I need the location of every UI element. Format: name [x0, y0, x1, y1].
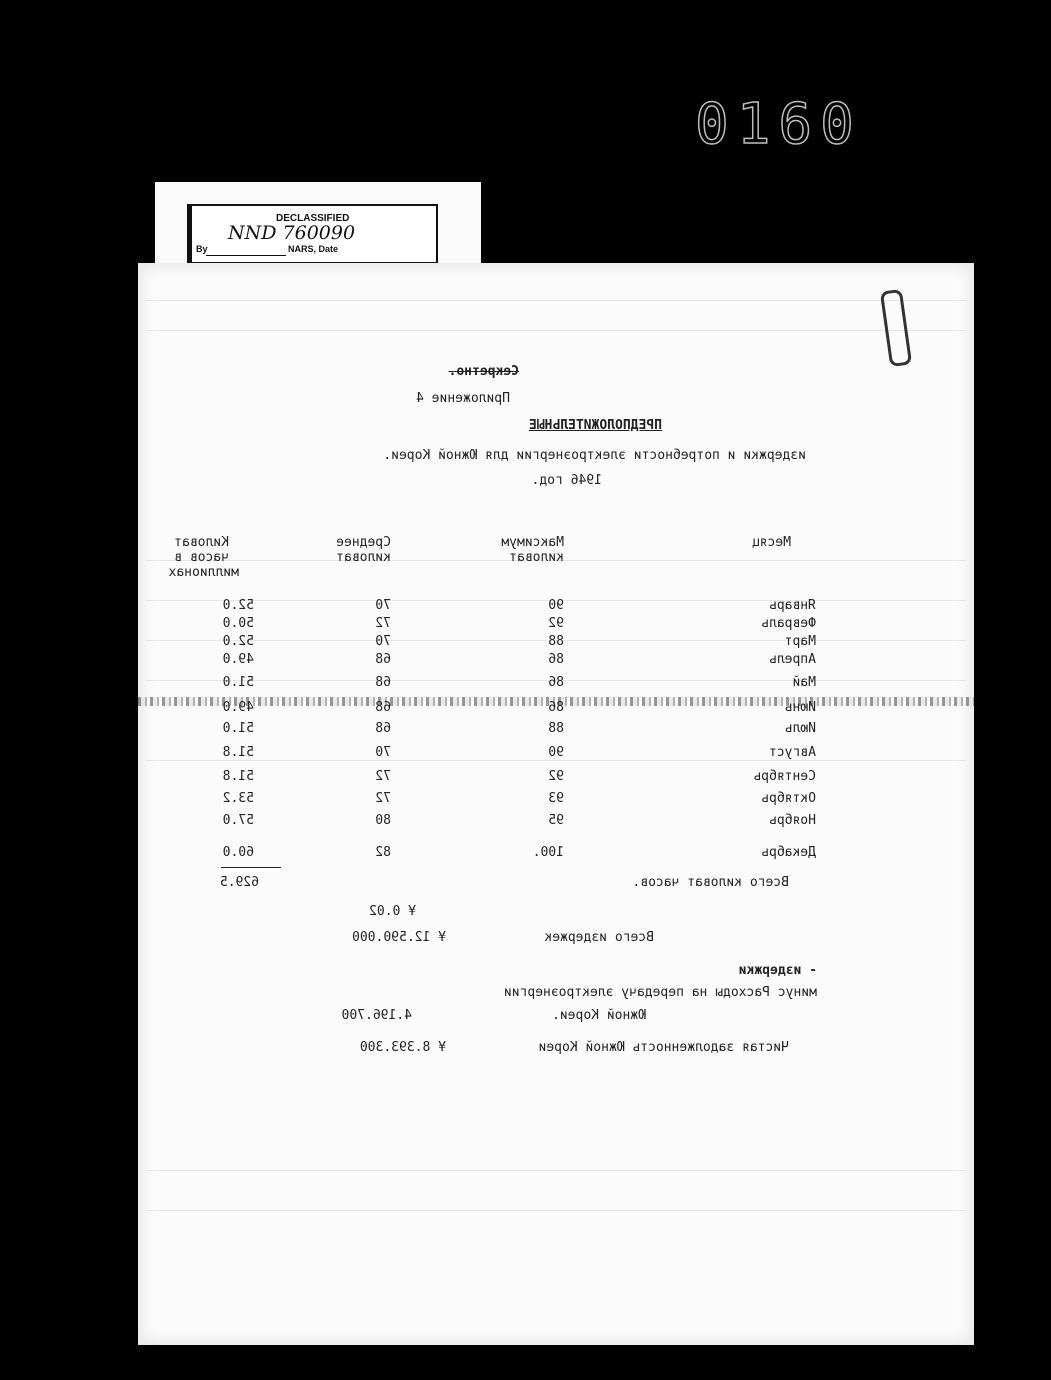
avg-cell: 68 — [375, 675, 391, 690]
stamp-title: DECLASSIFIED — [276, 213, 350, 224]
month-cell: Май — [792, 675, 816, 690]
month-cell: Июнь — [784, 700, 816, 715]
max-cell: 86 — [548, 700, 564, 715]
table-row — [138, 813, 974, 833]
kwh-cell: 49.0 — [222, 700, 254, 715]
minus-line-2: Южной Кореи. — [552, 1008, 646, 1023]
total-kwh-value: 629.5 — [219, 875, 259, 890]
column-header-avg: Среднее — [336, 535, 391, 550]
kwh-cell: 50.0 — [222, 616, 254, 631]
avg-cell: 72 — [375, 791, 391, 806]
kwh-cell: 51.8 — [222, 769, 254, 784]
month-cell: Апрель — [769, 652, 816, 667]
table-row — [138, 745, 974, 765]
stamp-nars-date-label: NARS, Date — [288, 244, 339, 254]
max-cell: 92 — [548, 616, 564, 631]
avg-cell: 68 — [375, 721, 391, 736]
mirrored-typed-text — [138, 263, 974, 1345]
max-cell: 92 — [548, 769, 564, 784]
stamp-by-label: By — [196, 244, 208, 254]
minus-heading: - издержки — [738, 963, 817, 978]
minus-value: 4.196.700 — [341, 1008, 412, 1023]
avg-cell: 72 — [375, 769, 391, 784]
kwh-cell: 51.8 — [222, 745, 254, 760]
table-row — [138, 845, 974, 865]
frame-number: 0160 — [695, 92, 862, 157]
max-cell: 95 — [548, 813, 564, 828]
kwh-cell: 51.0 — [222, 721, 254, 736]
column-header-max: Максимум — [501, 535, 564, 550]
max-cell: 88 — [548, 634, 564, 649]
month-cell: Февраль — [761, 616, 816, 631]
avg-cell: 70 — [375, 634, 391, 649]
kwh-cell: 49.0 — [222, 652, 254, 667]
max-cell: 86 — [548, 652, 564, 667]
column-header-avg-unit: киловат — [336, 550, 391, 565]
column-header-kwh-3: миллионах — [168, 565, 239, 580]
kwh-cell: 52.0 — [222, 598, 254, 613]
total-cost-label: Всего издержек — [544, 930, 654, 945]
column-header-kwh-1: Киловат — [174, 535, 229, 550]
table-row — [138, 791, 974, 811]
total-cost-value: ¥ 12.590.000 — [352, 930, 446, 945]
month-cell: Сентябрь — [753, 769, 816, 784]
avg-cell: 82 — [375, 845, 391, 860]
avg-cell: 72 — [375, 616, 391, 631]
total-underline — [221, 867, 281, 868]
kwh-cell: 52.0 — [222, 634, 254, 649]
max-cell: 90 — [548, 745, 564, 760]
avg-cell: 68 — [375, 700, 391, 715]
table-row — [138, 721, 974, 741]
secret-label: Секретно. — [448, 364, 519, 379]
month-cell: Март — [784, 634, 816, 649]
avg-cell: 80 — [375, 813, 391, 828]
table-row — [138, 634, 974, 654]
kwh-cell: 53.2 — [222, 791, 254, 806]
month-cell: Декабрь — [761, 845, 816, 860]
max-cell: 93 — [548, 791, 564, 806]
minus-line-1: минус Расходы на передачу электроэнергии — [503, 985, 817, 1000]
avg-cell: 70 — [375, 598, 391, 613]
month-cell: Октябрь — [761, 791, 816, 806]
month-cell: Январь — [769, 598, 816, 613]
max-cell: 88 — [548, 721, 564, 736]
rate-value: ¥ 0.02 — [369, 904, 416, 919]
document-heading: ПРЕДПОЛОЖИТЕЛЬНЫЕ — [528, 418, 662, 433]
appendix-label: Приложение 4 — [416, 391, 510, 406]
stamp-signature-line — [206, 255, 286, 256]
month-cell: Июль — [784, 721, 816, 736]
column-header-kwh-2: часов в — [174, 550, 229, 565]
net-value: ¥ 8.393.300 — [359, 1040, 446, 1055]
kwh-cell: 60.0 — [222, 845, 254, 860]
table-row — [138, 616, 974, 636]
total-kwh-label: Всего киловат часов. — [632, 875, 789, 890]
table-row — [138, 769, 974, 789]
kwh-cell: 57.0 — [222, 813, 254, 828]
max-cell: 100. — [532, 845, 564, 860]
avg-cell: 70 — [375, 745, 391, 760]
kwh-cell: 51.0 — [222, 675, 254, 690]
column-header-month: Месяц — [751, 535, 791, 550]
avg-cell: 68 — [375, 652, 391, 667]
month-cell: Ноябрь — [769, 813, 816, 828]
table-row — [138, 675, 974, 695]
table-row — [138, 598, 974, 618]
month-cell: Август — [769, 745, 816, 760]
max-cell: 90 — [548, 598, 564, 613]
stamp-authority: NND 760090 — [228, 222, 356, 244]
document-subheading: издержки и потребности электроэнергии для Южной Кореи. — [383, 448, 806, 463]
table-row — [138, 652, 974, 672]
table-row — [138, 700, 974, 720]
column-header-max-unit: киловат — [509, 550, 564, 565]
net-label: Чистая задолженность Южной Кореи — [538, 1040, 789, 1055]
declassified-stamp — [187, 204, 438, 264]
document-year: 1946 год. — [531, 473, 602, 488]
max-cell: 86 — [548, 675, 564, 690]
